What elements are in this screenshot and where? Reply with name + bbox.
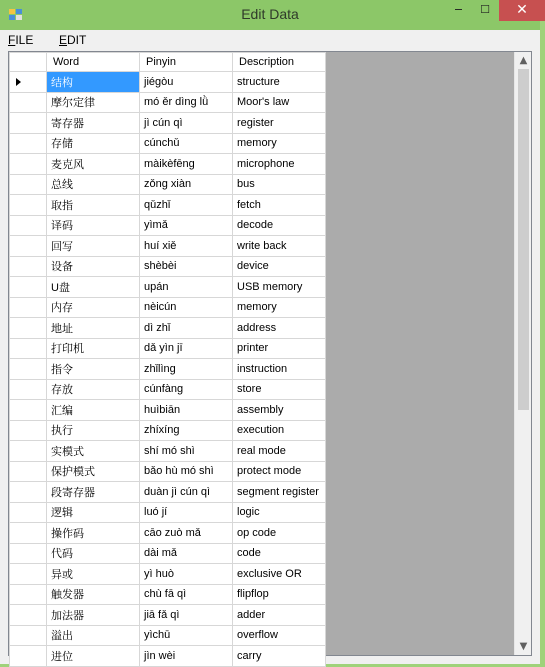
table-row[interactable] [10,359,326,380]
table-row[interactable] [10,318,326,339]
cell-word[interactable]: 触发器 [47,584,140,605]
table-row[interactable] [10,523,326,544]
cell-word[interactable]: 地址 [47,318,140,339]
cell-word[interactable]: 执行 [47,420,140,441]
row-header[interactable] [10,379,47,400]
row-header[interactable] [10,584,47,605]
cell-pinyin[interactable]: chù fā qì [140,584,233,605]
data-grid[interactable] [8,51,532,663]
cell-word[interactable]: 加法器 [47,605,140,626]
cell-description[interactable]: structure [233,72,326,93]
cell-description[interactable]: flipflop [233,584,326,605]
table-row[interactable] [10,297,326,318]
row-header[interactable] [10,154,47,175]
cell-pinyin[interactable]: huí xiě [140,236,233,257]
cell-description[interactable]: overflow [233,625,326,646]
row-header[interactable] [10,195,47,216]
cell-description[interactable]: code [233,543,326,564]
table-row[interactable] [10,379,326,400]
corner-header[interactable] [10,53,47,72]
cell-description[interactable]: bus [233,174,326,195]
table-row[interactable] [10,625,326,646]
table-row[interactable] [10,174,326,195]
row-header[interactable] [10,174,47,195]
cell-description[interactable]: USB memory [233,277,326,298]
data-table [9,52,326,667]
cell-word[interactable]: 回写 [47,236,140,257]
row-header[interactable] [10,236,47,257]
cell-word[interactable]: 代码 [47,543,140,564]
header-row [10,53,326,72]
cell-description[interactable]: assembly [233,400,326,421]
cell-pinyin[interactable]: cúnfàng [140,379,233,400]
title-bar[interactable] [0,0,540,30]
cell-word[interactable]: 进位 [47,646,140,667]
cell-pinyin[interactable]: mó ěr dìng lǜ [140,92,233,113]
cell-pinyin[interactable]: màikèfēng [140,154,233,175]
table-row[interactable] [10,605,326,626]
cell-word[interactable]: 麦克风 [47,154,140,175]
table-row[interactable] [10,133,326,154]
cell-pinyin[interactable]: jìn wèi [140,646,233,667]
row-header[interactable] [10,420,47,441]
cell-word[interactable]: 打印机 [47,338,140,359]
cell-pinyin[interactable]: shí mó shì [140,441,233,462]
cell-description[interactable]: real mode [233,441,326,462]
cell-word[interactable]: U盘 [47,277,140,298]
cell-word[interactable]: 保护模式 [47,461,140,482]
cell-word[interactable]: 摩尔定律 [47,92,140,113]
cell-word[interactable]: 取指 [47,195,140,216]
table-row[interactable] [10,277,326,298]
cell-pinyin[interactable]: cāo zuò mǎ [140,523,233,544]
table-row[interactable] [10,543,326,564]
table-row[interactable] [10,215,326,236]
cell-pinyin[interactable]: zhíxíng [140,420,233,441]
table-row[interactable] [10,236,326,257]
cell-word[interactable]: 操作码 [47,523,140,544]
row-header[interactable] [10,646,47,667]
cell-pinyin[interactable]: cúnchǔ [140,133,233,154]
column-header-description[interactable]: Description [233,53,326,72]
cell-description[interactable]: store [233,379,326,400]
table-row[interactable] [10,646,326,667]
cell-word[interactable]: 寄存器 [47,113,140,134]
cell-description[interactable]: protect mode [233,461,326,482]
cell-description[interactable]: exclusive OR [233,564,326,585]
row-header[interactable] [10,502,47,523]
maximize-button[interactable]: ☐ [480,3,490,16]
table-row[interactable] [10,195,326,216]
column-header-word[interactable]: Word [47,53,140,72]
cell-word[interactable]: 译码 [47,215,140,236]
scrollbar-thumb[interactable] [518,69,529,410]
minimize-button[interactable]: ‒ [454,2,463,17]
row-header[interactable] [10,605,47,626]
cell-word[interactable]: 异或 [47,564,140,585]
table-row[interactable] [10,502,326,523]
cell-pinyin[interactable]: upán [140,277,233,298]
cell-description[interactable]: adder [233,605,326,626]
cell-pinyin[interactable]: qǔzhǐ [140,195,233,216]
table-row[interactable] [10,92,326,113]
column-header-pinyin[interactable]: Pinyin [140,53,233,72]
cell-pinyin[interactable]: huìbiān [140,400,233,421]
table-row[interactable] [10,400,326,421]
table-body [10,72,326,667]
cell-word[interactable]: 实模式 [47,441,140,462]
table-row[interactable] [10,564,326,585]
row-header[interactable] [10,523,47,544]
window-title: Edit Data [241,6,299,22]
cell-pinyin[interactable]: bǎo hù mó shì [140,461,233,482]
cell-word[interactable]: 存储 [47,133,140,154]
row-header[interactable] [10,277,47,298]
table-row[interactable] [10,113,326,134]
cell-description[interactable]: segment register [233,482,326,503]
row-header[interactable] [10,441,47,462]
row-header[interactable] [10,543,47,564]
row-header[interactable] [10,92,47,113]
cell-pinyin[interactable]: jiégòu [140,72,233,93]
cell-pinyin[interactable]: dǎ yìn jī [140,338,233,359]
scroll-down-arrow-icon[interactable]: ▼ [519,641,528,652]
row-header[interactable] [10,359,47,380]
cell-pinyin[interactable]: dì zhǐ [140,318,233,339]
row-header[interactable] [10,297,47,318]
cell-description[interactable]: microphone [233,154,326,175]
cell-word[interactable]: 结构 [47,72,140,93]
cell-description[interactable]: decode [233,215,326,236]
row-header[interactable] [10,256,47,277]
menu-bar [1,30,539,51]
row-header[interactable] [10,564,47,585]
cell-word[interactable]: 设备 [47,256,140,277]
cell-pinyin[interactable]: shèbèi [140,256,233,277]
cell-pinyin[interactable]: jì cún qì [140,113,233,134]
table-row[interactable] [10,256,326,277]
cell-word[interactable]: 汇编 [47,400,140,421]
table-row[interactable] [10,441,326,462]
cell-word[interactable]: 逻辑 [47,502,140,523]
cell-word[interactable]: 指令 [47,359,140,380]
cell-description[interactable]: fetch [233,195,326,216]
table-row[interactable] [10,338,326,359]
row-header[interactable] [10,318,47,339]
cell-pinyin[interactable]: luó jí [140,502,233,523]
menu-file[interactable]: FILE [8,33,34,47]
cell-description[interactable]: logic [233,502,326,523]
row-header[interactable] [10,72,47,93]
cell-pinyin[interactable]: zhǐlìng [140,359,233,380]
cell-description[interactable]: address [233,318,326,339]
cell-description[interactable]: memory [233,297,326,318]
cell-pinyin[interactable]: yì huò [140,564,233,585]
menu-edit[interactable]: EDIT [59,33,87,47]
table-row[interactable] [10,461,326,482]
cell-description[interactable]: execution [233,420,326,441]
cell-description[interactable]: op code [233,523,326,544]
cell-pinyin[interactable]: dài mǎ [140,543,233,564]
cell-description[interactable]: Moor's law [233,92,326,113]
cell-description[interactable]: instruction [233,359,326,380]
cell-pinyin[interactable]: yìmǎ [140,215,233,236]
cell-pinyin[interactable]: zǒng xiàn [140,174,233,195]
cell-description[interactable]: write back [233,236,326,257]
cell-pinyin[interactable]: nèicún [140,297,233,318]
close-button[interactable]: ✕ [499,0,545,21]
cell-pinyin[interactable]: jiā fǎ qì [140,605,233,626]
cell-word[interactable]: 溢出 [47,625,140,646]
row-header[interactable] [10,625,47,646]
table-row[interactable] [10,72,326,93]
cell-description[interactable]: printer [233,338,326,359]
table-row[interactable] [10,584,326,605]
vertical-scrollbar[interactable] [514,52,531,655]
cell-pinyin[interactable]: duàn jì cún qì [140,482,233,503]
row-header[interactable] [10,113,47,134]
row-header[interactable] [10,133,47,154]
cell-word[interactable]: 总线 [47,174,140,195]
cell-description[interactable]: memory [233,133,326,154]
cell-pinyin[interactable]: yìchū [140,625,233,646]
row-header[interactable] [10,400,47,421]
row-header[interactable] [10,215,47,236]
cell-word[interactable]: 段寄存器 [47,482,140,503]
cell-description[interactable]: device [233,256,326,277]
scroll-up-arrow-icon[interactable]: ▲ [519,55,528,66]
row-header[interactable] [10,338,47,359]
cell-word[interactable]: 内存 [47,297,140,318]
cell-description[interactable]: register [233,113,326,134]
table-row[interactable] [10,154,326,175]
cell-description[interactable]: carry [233,646,326,667]
table-row[interactable] [10,482,326,503]
table-row[interactable] [10,420,326,441]
row-header[interactable] [10,482,47,503]
row-header[interactable] [10,461,47,482]
cell-word[interactable]: 存放 [47,379,140,400]
current-row-arrow-icon [16,78,21,86]
